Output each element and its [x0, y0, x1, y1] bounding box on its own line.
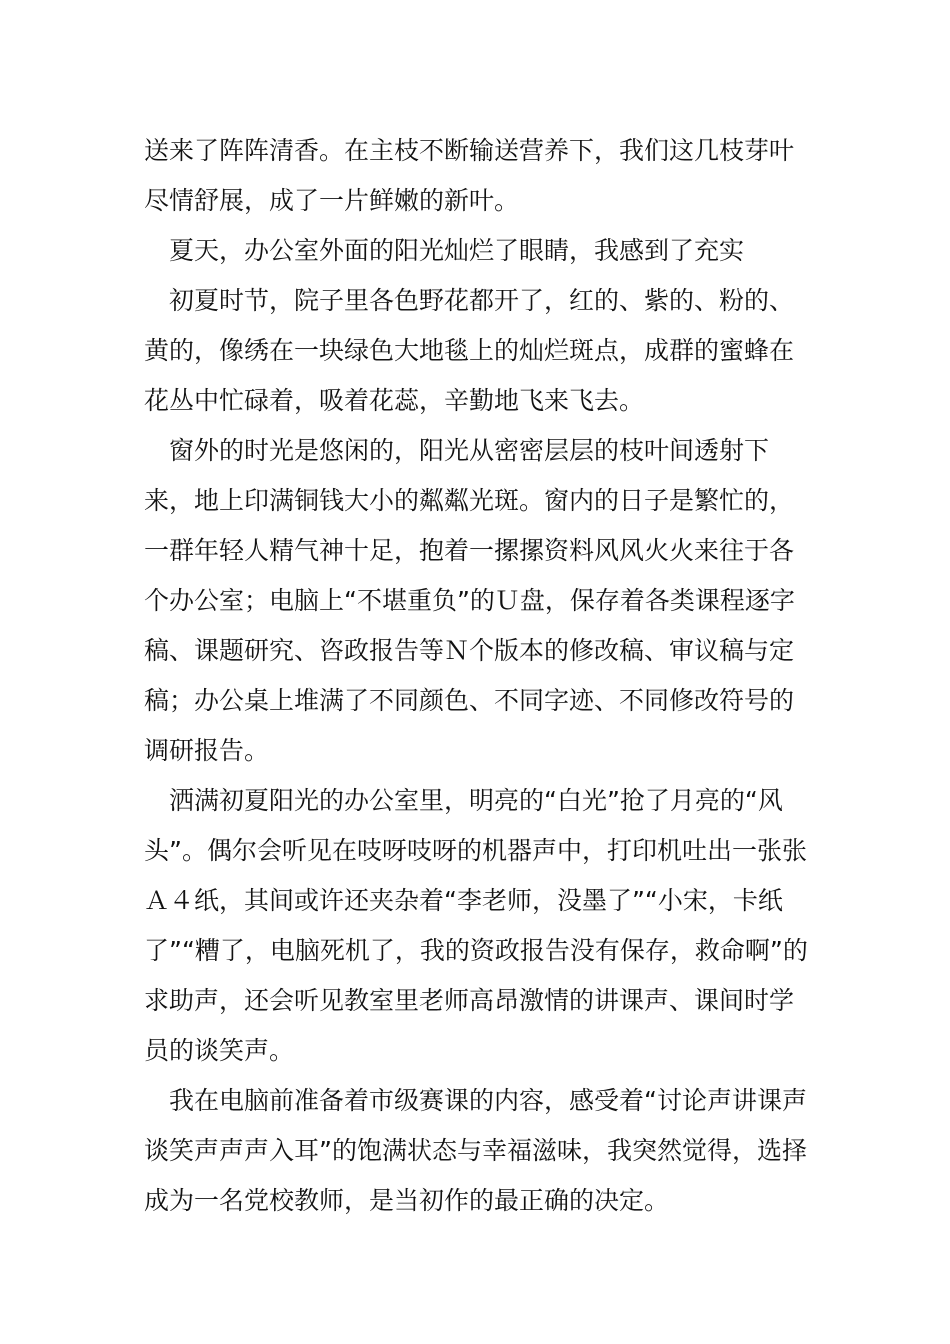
paragraph-conclusion: 我在电脑前准备着市级赛课的内容，感受着“讨论声讲课声谈笑声声声入耳”的饱满状态与幸福滋味，我突然觉得，选择成为一名党校教师，是当初作的最正确的决定。: [144, 1086, 807, 1215]
paragraph-continuation: 送来了阵阵清香。在主枝不断输送营养下，我们这几枝芽叶尽情舒展，成了一片鲜嫩的新叶。: [144, 136, 795, 215]
paragraph-early-summer: 初夏时节，院子里各色野花都开了，红的、紫的、粉的、黄的，像绣在一块绿色大地毯上的灿烂斑点，成群的蜜蜂在花丛中忙碌着，吸着花蕊，辛勤地飞来飞去。: [144, 286, 795, 415]
paragraph-summer-heading: 夏天，办公室外面的阳光灿烂了眼睛，我感到了充实: [169, 236, 745, 265]
paragraph-window: 窗外的时光是悠闲的，阳光从密密层层的枝叶间透射下来，地上印满铜钱大小的粼粼光斑。窗内的日子是繁忙的，一群年轻人精气神十足，抱着一摞摞资料风风火火来往于各个办公室；电脑上“不堪重负”的Ｕ盘，保存着各类课程逐字稿、课题研究、咨政报告等Ｎ个版本的修改稿、审议稿与定稿；办公桌上堆满了不同颜色、不同字迹、不同修改符号的调研报告。: [144, 436, 795, 765]
document-body: [144, 126, 814, 1226]
paragraph-office: 洒满初夏阳光的办公室里，明亮的“白光”抢了月亮的“风头”。偶尔会听见在吱呀吱呀的机器声中，打印机吐出一张张Ａ４纸，其间或许还夹杂着“李老师，没墨了”“小宋，卡纸了”“糟了，电脑死机了，我的资政报告没有保存，救命啊”的求助声，还会听见教室里老师高昂激情的讲课声、课间时学员的谈笑声。: [144, 786, 808, 1065]
